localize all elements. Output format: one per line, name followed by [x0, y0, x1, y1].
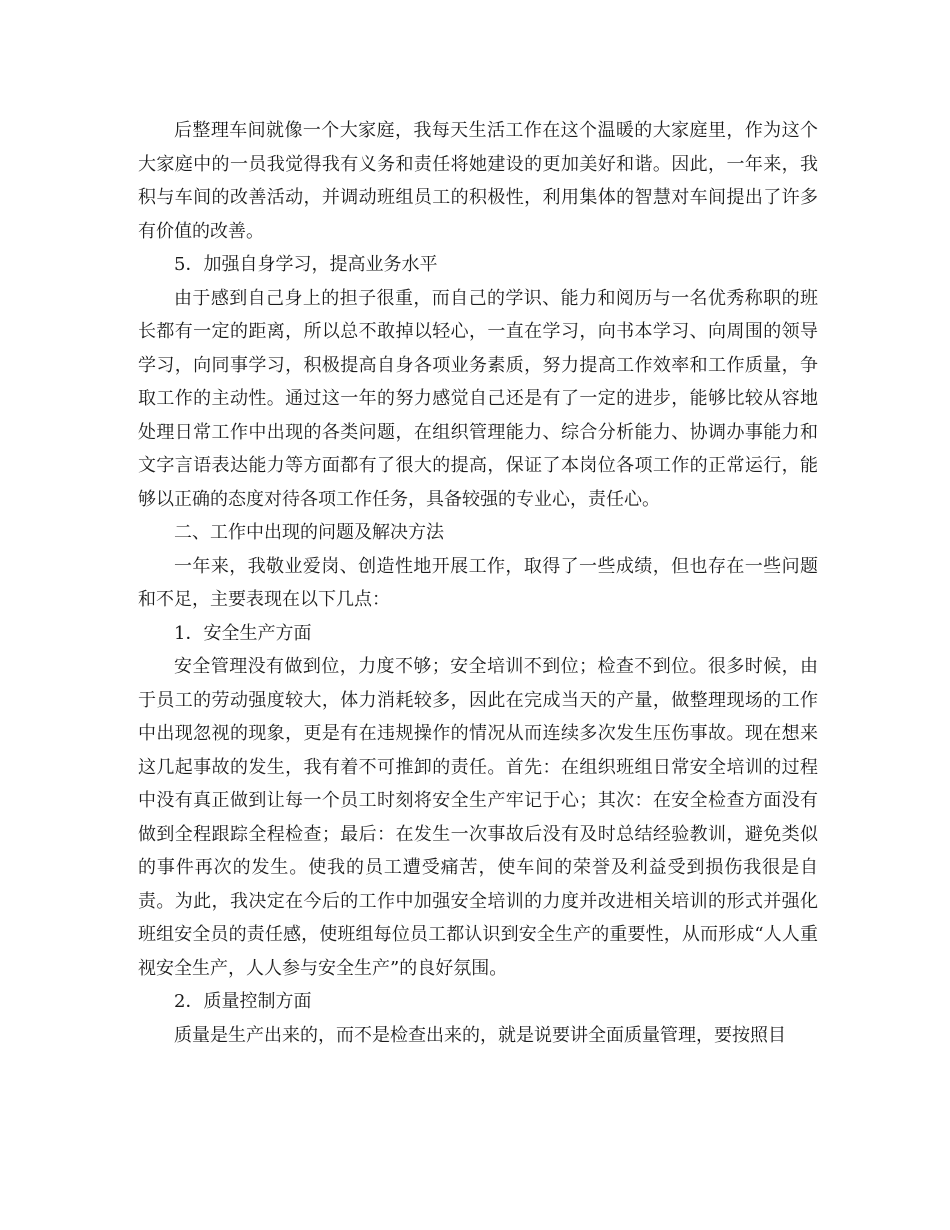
paragraph-self-study: 由于感到自己身上的担子很重，而自己的学识、能力和阅历与一名优秀称职的班长都有一定的距离，所以总不敢掉以轻心，一直在学习，向书本学习、向周围的领导学习，向同事学习，积极提高自身各项业务素质，努力提高工作效率和工作质量，争取工作的主动性。通过这一年的努力感觉自己还是有了一定的进步，能够比较从容地处理日常工作中出现的各类问题，在组织管理能力、综合分析能力、协调办事能力和文字言语表达能力等方面都有了很大的提高，保证了本岗位各项工作的正常运行，能够以正确的态度对待各项工作任务，具备较强的专业心，责任心。 [138, 287, 818, 510]
heading-problems-solutions: 二、工作中出现的问题及解决方法 [174, 522, 444, 543]
paragraph-workshop-family: 后整理车间就像一个大家庭，我每天生活工作在这个温暖的大家庭里，作为这个大家庭中的一员我觉得我有义务和责任将她建设的更加美好和谐。因此，一年来，我积与车间的改善活动，并调动班组员工的积极性，利用集体的智慧对车间提出了许多有价值的改善。 [138, 120, 818, 242]
heading-self-study: 5．加强自身学习，提高业务水平 [174, 254, 438, 275]
heading-safety-production: 1．安全生产方面 [174, 622, 312, 644]
heading-quality-control: 2．质量控制方面 [174, 991, 312, 1012]
paragraph-problems-intro: 一年来，我敬业爱岗、创造性地开展工作，取得了一些成绩，但也存在一些问题和不足，主要表现在以下几点： [138, 555, 818, 610]
document-body [138, 114, 818, 1052]
paragraph-safety-production: 安全管理没有做到位，力度不够；安全培训不到位；检查不到位。很多时候，由于员工的劳动强度较大，体力消耗较多，因此在完成当天的产量，做整理现场的工作中出现忽视的现象，更是有在违规操作的情况从而连续多次发生压伤事故。现在想来这几起事故的发生，我有着不可推卸的责任。首先：在组织班组日常安全培训的过程中没有真正做到让每一个员工时刻将安全生产牢记于心；其次：在安全检查方面没有做到全程跟踪全程检查；最后：在发生一次事故后没有及时总结经验教训，避免类似的事件再次的发生。使我的员工遭受痛苦，使车间的荣誉及利益受到损伤我很是自责。为此，我决定在今后的工作中加强安全培训的力度并改进相关培训的形式并强化班组安全员的责任感，使班组每位员工都认识到安全生产的重要性，从而形成“人人重视安全生产，人人参与安全生产”的良好氛围。 [138, 656, 818, 979]
paragraph-quality-control: 质量是生产出来的，而不是检查出来的，就是说要讲全面质量管理，要按照目 [174, 1024, 786, 1046]
